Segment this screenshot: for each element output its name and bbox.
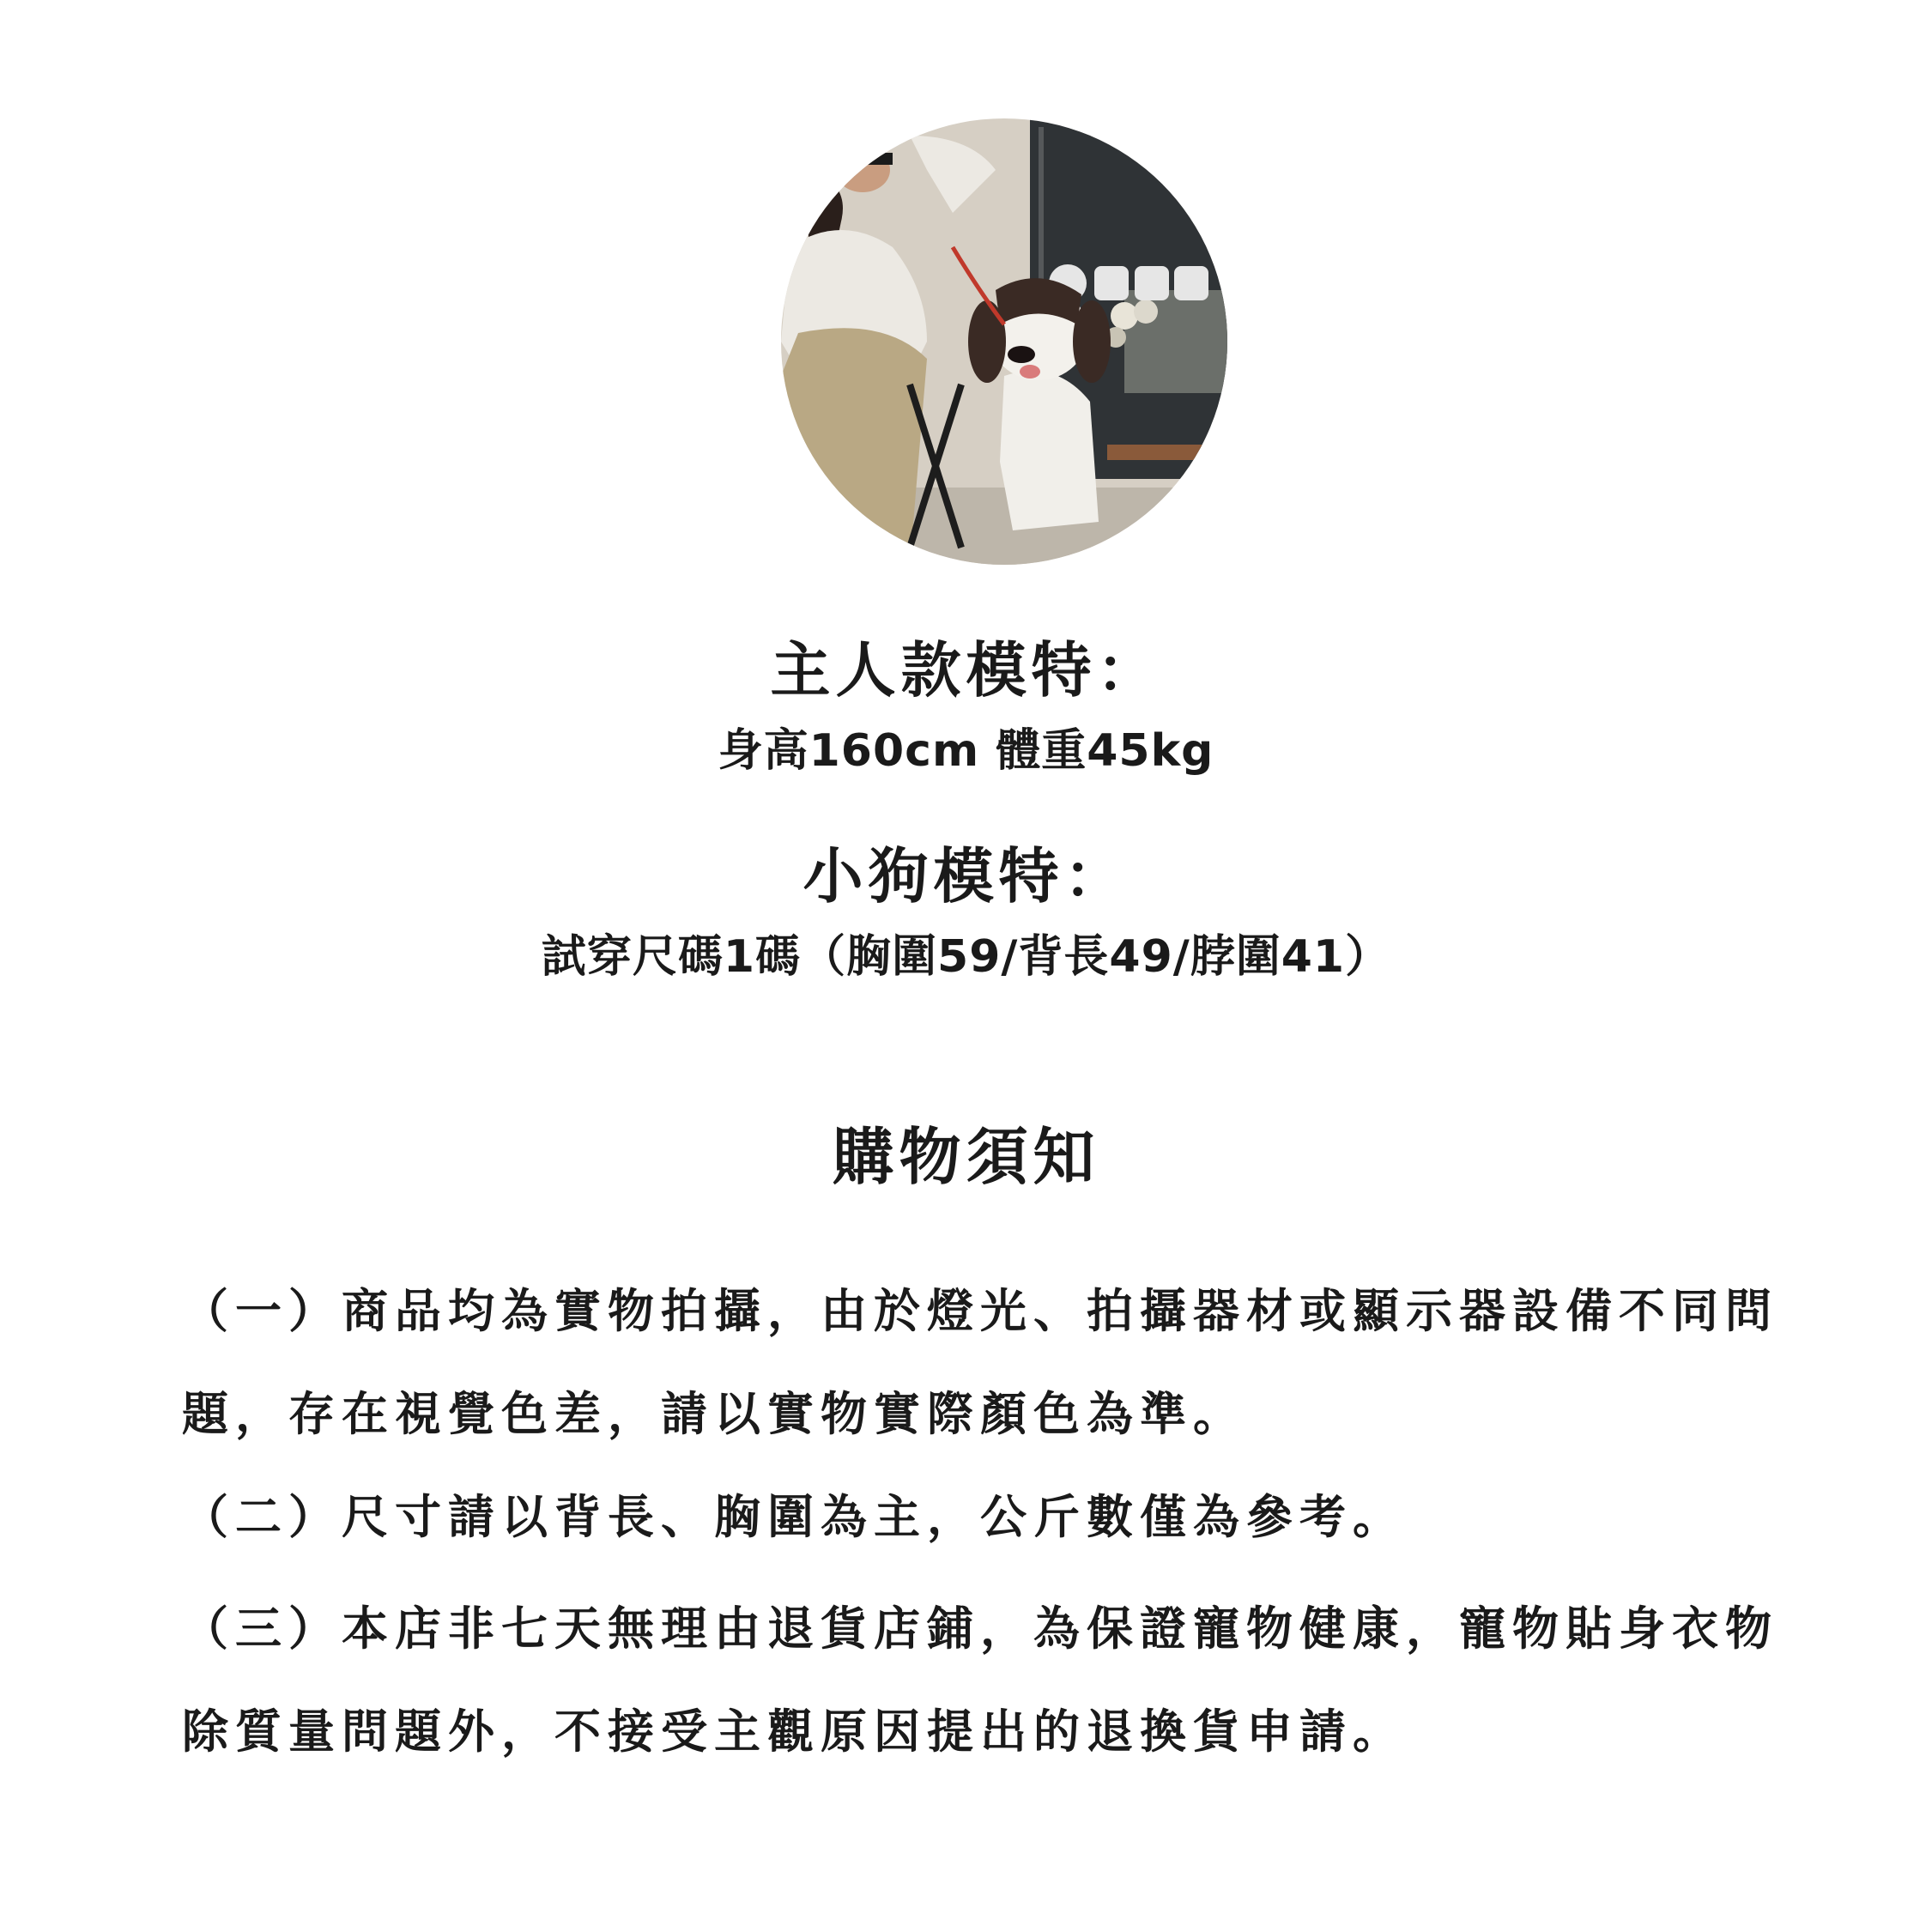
notice-line: 除質量問題外，不接受主觀原因提出的退換貨申請。 xyxy=(182,1705,1406,1759)
notice-line: （二）尺寸請以背長、胸圍為主，公斤數僅為參考。 xyxy=(182,1490,1406,1544)
model-photo xyxy=(781,118,1227,565)
dog-model-heading: 小狗模特： xyxy=(802,841,1130,911)
dog-model-stats: 試穿尺碼1碼（胸圍59/背長49/脖圍41） xyxy=(541,931,1391,983)
owner-model-heading: 主人款模特： xyxy=(770,635,1162,706)
owner-and-dog-photo-illustration xyxy=(781,118,1227,565)
notice-line: 題，存在視覺色差，請以實物實際顏色為準。 xyxy=(182,1387,1246,1441)
notice-line: （三）本店非七天無理由退貨店鋪，為保證寵物健康，寵物貼身衣物 xyxy=(182,1602,1778,1656)
shopping-notice-title: 購物須知 xyxy=(832,1121,1100,1193)
notice-line: （一）商品均為實物拍攝，由於燈光、拍攝器材或顯示器設備不同問 xyxy=(182,1284,1778,1338)
owner-model-stats: 身高160cm 體重45kg xyxy=(718,725,1214,777)
